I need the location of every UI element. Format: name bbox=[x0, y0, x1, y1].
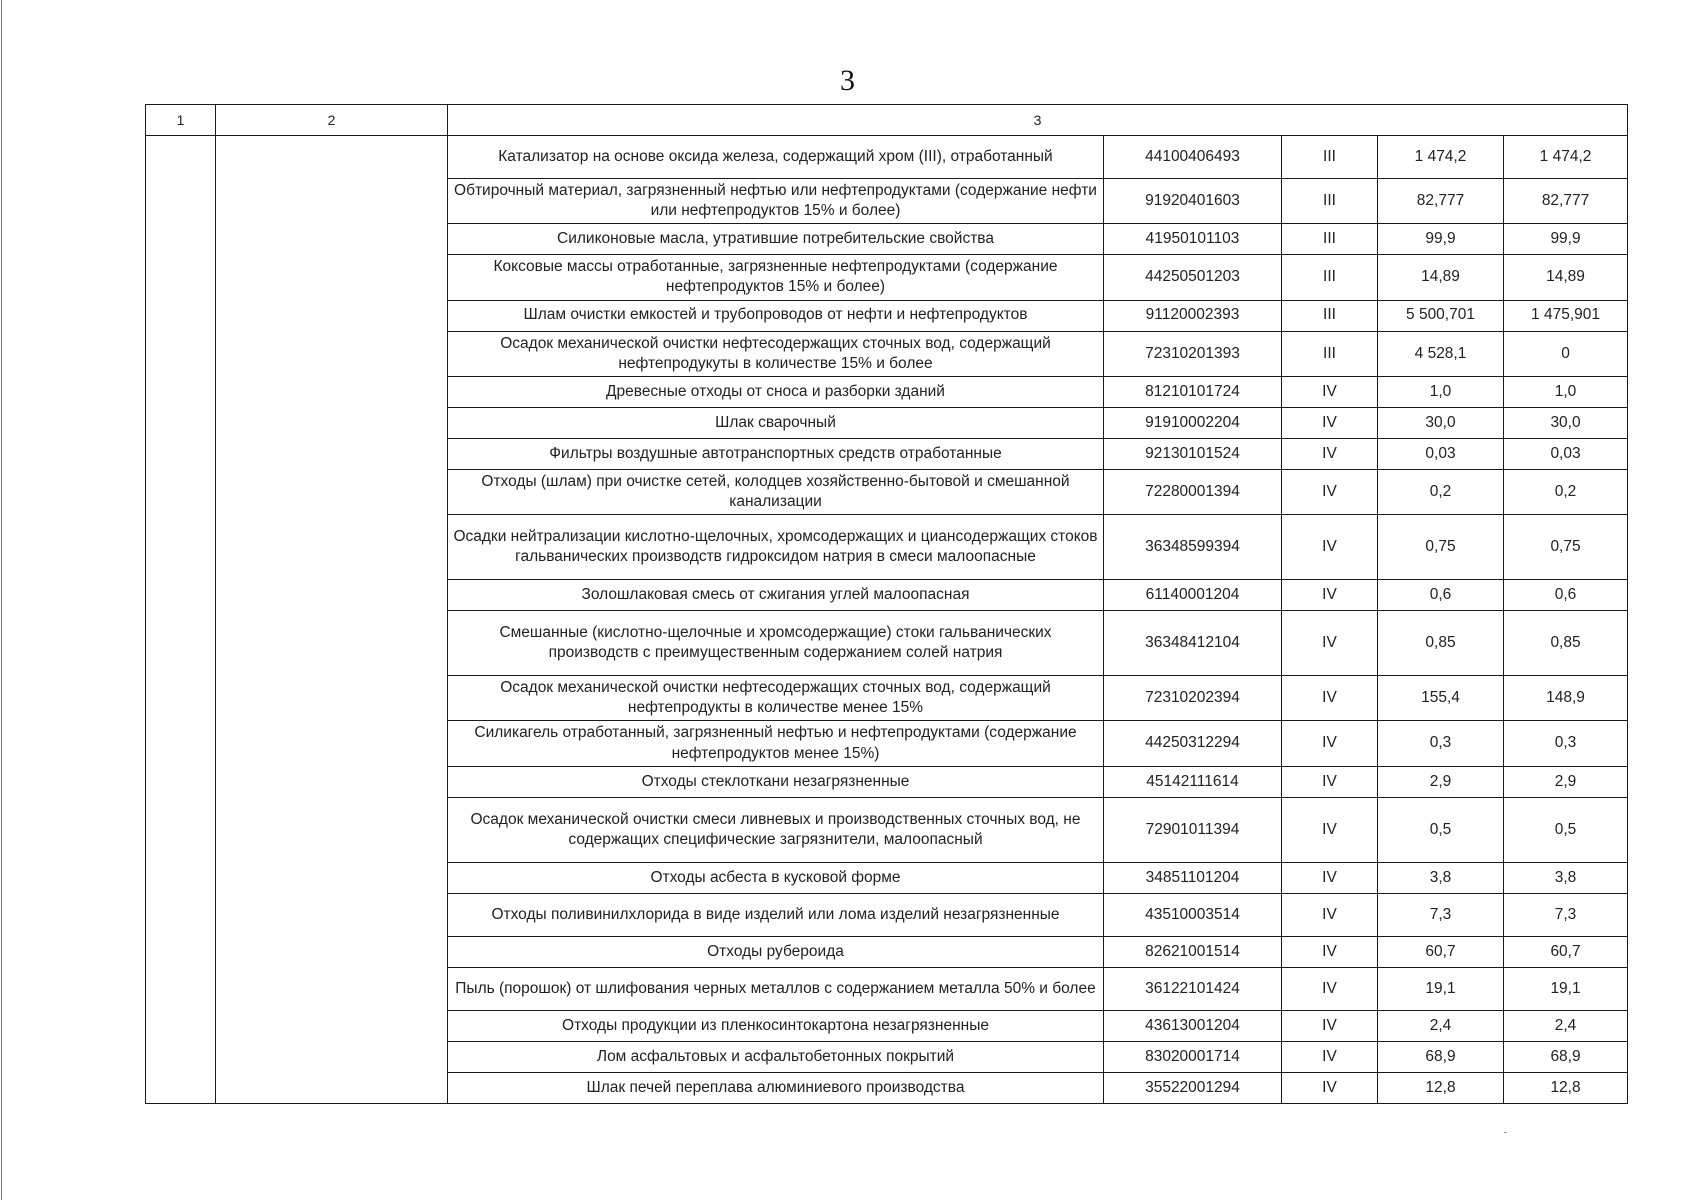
col-2-cell bbox=[216, 136, 448, 1104]
fkko-code-cell: 36348412104 bbox=[1104, 611, 1282, 676]
waste-name-cell: Силикагель отработанный, загрязненный нефтью и нефтепродуктами (содержание нефтепродуктов менее 15%) bbox=[448, 721, 1104, 766]
quantity-2-cell: 12,8 bbox=[1504, 1072, 1628, 1103]
quantity-1-cell: 68,9 bbox=[1378, 1041, 1504, 1072]
fkko-code-cell: 91920401603 bbox=[1104, 179, 1282, 224]
hazard-class-cell: IV bbox=[1282, 797, 1378, 862]
quantity-1-cell: 30,0 bbox=[1378, 407, 1504, 438]
fkko-code-cell: 44250312294 bbox=[1104, 721, 1282, 766]
header-col-1: 1 bbox=[146, 105, 216, 136]
waste-name-cell: Катализатор на основе оксида железа, содержащий хром (III), отработанный bbox=[448, 136, 1104, 179]
hazard-class-cell: IV bbox=[1282, 721, 1378, 766]
fkko-code-cell: 44250501203 bbox=[1104, 255, 1282, 300]
fkko-code-cell: 44100406493 bbox=[1104, 136, 1282, 179]
fkko-code-cell: 72310201393 bbox=[1104, 331, 1282, 376]
table-row bbox=[146, 136, 1628, 179]
waste-table bbox=[145, 104, 1628, 1104]
waste-name-cell: Золошлаковая смесь от сжигания углей малоопасная bbox=[448, 580, 1104, 611]
hazard-class-cell: IV bbox=[1282, 766, 1378, 797]
hazard-class-cell: III bbox=[1282, 300, 1378, 331]
fkko-code-cell: 72280001394 bbox=[1104, 469, 1282, 514]
quantity-2-cell: 1 475,901 bbox=[1504, 300, 1628, 331]
fkko-code-cell: 91120002393 bbox=[1104, 300, 1282, 331]
hazard-class-cell: IV bbox=[1282, 676, 1378, 721]
quantity-2-cell: 7,3 bbox=[1504, 893, 1628, 936]
quantity-1-cell: 155,4 bbox=[1378, 676, 1504, 721]
fkko-code-cell: 91910002204 bbox=[1104, 407, 1282, 438]
fkko-code-cell: 36348599394 bbox=[1104, 515, 1282, 580]
quantity-2-cell: 68,9 bbox=[1504, 1041, 1628, 1072]
quantity-2-cell: 0,3 bbox=[1504, 721, 1628, 766]
hazard-class-cell: III bbox=[1282, 136, 1378, 179]
quantity-1-cell: 0,75 bbox=[1378, 515, 1504, 580]
quantity-1-cell: 82,777 bbox=[1378, 179, 1504, 224]
waste-name-cell: Лом асфальтовых и асфальтобетонных покрытий bbox=[448, 1041, 1104, 1072]
fkko-code-cell: 45142111614 bbox=[1104, 766, 1282, 797]
hazard-class-cell: III bbox=[1282, 224, 1378, 255]
quantity-2-cell: 3,8 bbox=[1504, 862, 1628, 893]
waste-name-cell: Отходы (шлам) при очистке сетей, колодцев хозяйственно-бытовой и смешанной канализации bbox=[448, 469, 1104, 514]
hazard-class-cell: IV bbox=[1282, 469, 1378, 514]
waste-name-cell: Осадок механической очистки нефтесодержащих сточных вод, содержащий нефтепродукты в количестве менее 15% bbox=[448, 676, 1104, 721]
scan-speck bbox=[1504, 1132, 1507, 1133]
quantity-2-cell: 2,4 bbox=[1504, 1010, 1628, 1041]
quantity-1-cell: 0,5 bbox=[1378, 797, 1504, 862]
quantity-1-cell: 5 500,701 bbox=[1378, 300, 1504, 331]
quantity-2-cell: 0,75 bbox=[1504, 515, 1628, 580]
waste-name-cell: Отходы поливинилхлорида в виде изделий или лома изделий незагрязненные bbox=[448, 893, 1104, 936]
fkko-code-cell: 43613001204 bbox=[1104, 1010, 1282, 1041]
quantity-1-cell: 14,89 bbox=[1378, 255, 1504, 300]
hazard-class-cell: IV bbox=[1282, 936, 1378, 967]
hazard-class-cell: III bbox=[1282, 331, 1378, 376]
fkko-code-cell: 81210101724 bbox=[1104, 376, 1282, 407]
fkko-code-cell: 43510003514 bbox=[1104, 893, 1282, 936]
quantity-2-cell: 14,89 bbox=[1504, 255, 1628, 300]
waste-name-cell: Коксовые массы отработанные, загрязненные нефтепродуктами (содержание нефтепродуктов 15% и более) bbox=[448, 255, 1104, 300]
quantity-2-cell: 2,9 bbox=[1504, 766, 1628, 797]
scan-edge-line bbox=[1, 0, 2, 1200]
quantity-1-cell: 0,3 bbox=[1378, 721, 1504, 766]
hazard-class-cell: IV bbox=[1282, 438, 1378, 469]
fkko-code-cell: 82621001514 bbox=[1104, 936, 1282, 967]
quantity-2-cell: 0,2 bbox=[1504, 469, 1628, 514]
quantity-1-cell: 4 528,1 bbox=[1378, 331, 1504, 376]
waste-name-cell: Осадок механической очистки нефтесодержащих сточных вод, содержащий нефтепродукуты в количестве 15% и более bbox=[448, 331, 1104, 376]
fkko-code-cell: 92130101524 bbox=[1104, 438, 1282, 469]
page-number: 3 bbox=[840, 64, 855, 97]
quantity-2-cell: 0,85 bbox=[1504, 611, 1628, 676]
fkko-code-cell: 61140001204 bbox=[1104, 580, 1282, 611]
hazard-class-cell: III bbox=[1282, 179, 1378, 224]
quantity-1-cell: 2,4 bbox=[1378, 1010, 1504, 1041]
header-col-2: 2 bbox=[216, 105, 448, 136]
fkko-code-cell: 83020001714 bbox=[1104, 1041, 1282, 1072]
quantity-1-cell: 2,9 bbox=[1378, 766, 1504, 797]
col-1-cell bbox=[146, 136, 216, 1104]
hazard-class-cell: IV bbox=[1282, 515, 1378, 580]
waste-name-cell: Смешанные (кислотно-щелочные и хромсодержащие) стоки гальванических производств с преимущественным содержанием солей натрия bbox=[448, 611, 1104, 676]
quantity-2-cell: 82,777 bbox=[1504, 179, 1628, 224]
hazard-class-cell: IV bbox=[1282, 580, 1378, 611]
quantity-1-cell: 1 474,2 bbox=[1378, 136, 1504, 179]
quantity-1-cell: 1,0 bbox=[1378, 376, 1504, 407]
quantity-1-cell: 0,6 bbox=[1378, 580, 1504, 611]
waste-name-cell: Пыль (порошок) от шлифования черных металлов с содержанием металла 50% и более bbox=[448, 967, 1104, 1010]
quantity-2-cell: 1 474,2 bbox=[1504, 136, 1628, 179]
waste-name-cell: Отходы продукции из пленкосинтокартона незагрязненные bbox=[448, 1010, 1104, 1041]
quantity-2-cell: 60,7 bbox=[1504, 936, 1628, 967]
quantity-2-cell: 99,9 bbox=[1504, 224, 1628, 255]
fkko-code-cell: 72901011394 bbox=[1104, 797, 1282, 862]
waste-name-cell: Отходы асбеста в кусковой форме bbox=[448, 862, 1104, 893]
hazard-class-cell: IV bbox=[1282, 893, 1378, 936]
quantity-2-cell: 0,03 bbox=[1504, 438, 1628, 469]
fkko-code-cell: 41950101103 bbox=[1104, 224, 1282, 255]
waste-name-cell: Осадки нейтрализации кислотно-щелочных, хромсодержащих и циансодержащих стоков гальванических производств гидроксидом натрия в смеси малоопасные bbox=[448, 515, 1104, 580]
quantity-2-cell: 1,0 bbox=[1504, 376, 1628, 407]
waste-name-cell: Шлам очистки емкостей и трубопроводов от нефти и нефтепродуктов bbox=[448, 300, 1104, 331]
quantity-1-cell: 7,3 bbox=[1378, 893, 1504, 936]
quantity-1-cell: 3,8 bbox=[1378, 862, 1504, 893]
fkko-code-cell: 72310202394 bbox=[1104, 676, 1282, 721]
fkko-code-cell: 36122101424 bbox=[1104, 967, 1282, 1010]
table-body bbox=[146, 136, 1628, 1104]
quantity-1-cell: 60,7 bbox=[1378, 936, 1504, 967]
hazard-class-cell: IV bbox=[1282, 862, 1378, 893]
hazard-class-cell: IV bbox=[1282, 611, 1378, 676]
waste-name-cell: Обтирочный материал, загрязненный нефтью или нефтепродуктами (содержание нефти или нефтепродуктов 15% и более) bbox=[448, 179, 1104, 224]
hazard-class-cell: IV bbox=[1282, 1041, 1378, 1072]
quantity-2-cell: 148,9 bbox=[1504, 676, 1628, 721]
header-col-3: 3 bbox=[448, 105, 1628, 136]
hazard-class-cell: III bbox=[1282, 255, 1378, 300]
quantity-2-cell: 30,0 bbox=[1504, 407, 1628, 438]
fkko-code-cell: 34851101204 bbox=[1104, 862, 1282, 893]
header-row bbox=[146, 105, 1628, 136]
hazard-class-cell: IV bbox=[1282, 967, 1378, 1010]
waste-name-cell: Фильтры воздушные автотранспортных средств отработанные bbox=[448, 438, 1104, 469]
hazard-class-cell: IV bbox=[1282, 376, 1378, 407]
waste-name-cell: Отходы рубероида bbox=[448, 936, 1104, 967]
quantity-1-cell: 0,2 bbox=[1378, 469, 1504, 514]
quantity-2-cell: 0,6 bbox=[1504, 580, 1628, 611]
waste-name-cell: Шлак сварочный bbox=[448, 407, 1104, 438]
quantity-1-cell: 19,1 bbox=[1378, 967, 1504, 1010]
quantity-1-cell: 99,9 bbox=[1378, 224, 1504, 255]
fkko-code-cell: 35522001294 bbox=[1104, 1072, 1282, 1103]
quantity-2-cell: 0 bbox=[1504, 331, 1628, 376]
waste-name-cell: Отходы стеклоткани незагрязненные bbox=[448, 766, 1104, 797]
hazard-class-cell: IV bbox=[1282, 1010, 1378, 1041]
waste-name-cell: Силиконовые масла, утратившие потребительские свойства bbox=[448, 224, 1104, 255]
waste-name-cell: Древесные отходы от сноса и разборки зданий bbox=[448, 376, 1104, 407]
hazard-class-cell: IV bbox=[1282, 407, 1378, 438]
quantity-2-cell: 0,5 bbox=[1504, 797, 1628, 862]
quantity-1-cell: 12,8 bbox=[1378, 1072, 1504, 1103]
hazard-class-cell: IV bbox=[1282, 1072, 1378, 1103]
quantity-1-cell: 0,85 bbox=[1378, 611, 1504, 676]
waste-name-cell: Осадок механической очистки смеси ливневых и производственных сточных вод, не содержащих специфические загрязнители, малоопасный bbox=[448, 797, 1104, 862]
quantity-2-cell: 19,1 bbox=[1504, 967, 1628, 1010]
quantity-1-cell: 0,03 bbox=[1378, 438, 1504, 469]
waste-name-cell: Шлак печей переплава алюминиевого производства bbox=[448, 1072, 1104, 1103]
